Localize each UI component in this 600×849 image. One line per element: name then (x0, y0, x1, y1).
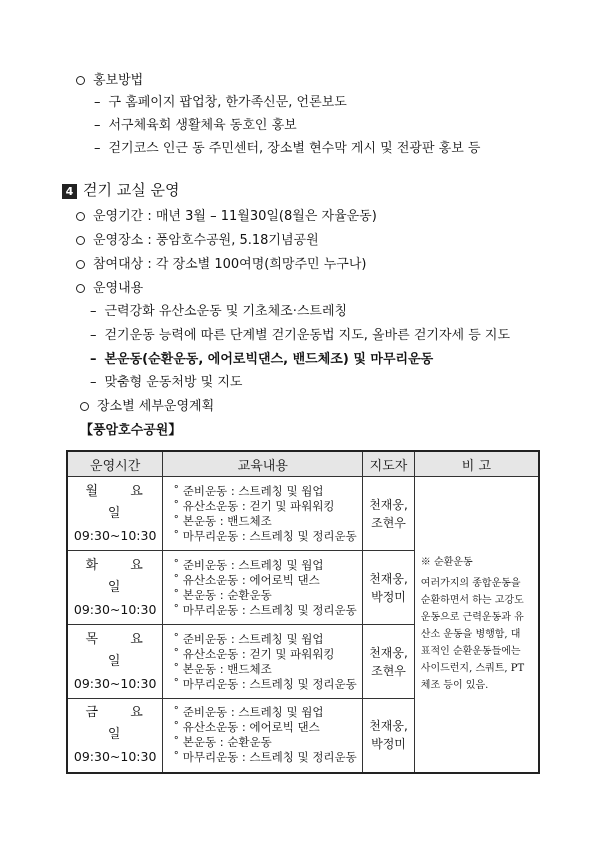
instructor-cell: 천재웅, 박정미 (363, 699, 415, 773)
content-cell: ˚ 준비운동 : 스트레칭 및 웜업 ˚ 유산소운동 : 걷기 및 파워워킹 ˚ 본운동 : 밴드체조 ˚ 마무리운동 : 스트레칭 및 정리운동 (163, 477, 363, 551)
table-title: 【풍암호수공원】 (80, 423, 182, 438)
content-cell: ˚ 준비운동 : 스트레칭 및 웜업 ˚ 유산소운동 : 에어로빅 댄스 ˚ 본운동 : 순환운동 ˚ 마무리운동 : 스트레칭 및 정리운동 (163, 699, 363, 773)
header-instructor: 지도자 (363, 451, 415, 477)
circle-bullet-icon (76, 284, 85, 293)
day-cell: 월 요 일 09:30~10:30 (67, 477, 163, 551)
info-content-heading: 운영내용 (76, 280, 143, 298)
info-place: 운영장소 : 풍암호수공원, 5.18기념공원 (76, 232, 319, 250)
schedule-table (66, 450, 540, 774)
instructor-cell: 천재웅, 조현우 (363, 625, 415, 699)
circle-bullet-icon (76, 212, 85, 221)
circle-bullet-icon (76, 236, 85, 245)
circle-bullet-icon (76, 76, 85, 85)
day-cell: 금 요 일 09:30~10:30 (67, 699, 163, 773)
content-item-emphasis: – 본운동(순환운동, 에어로빅댄스, 밴드체조) 및 마무리운동 (90, 352, 434, 367)
content-item: – 맞춤형 운동처방 및 지도 (90, 375, 243, 390)
header-content: 교육내용 (163, 451, 363, 477)
table-header-row (67, 451, 539, 477)
table-row (67, 477, 539, 551)
promotion-item: – 걷기코스 인근 동 주민센터, 장소별 현수막 게시 및 전광판 홍보 등 (94, 141, 481, 156)
section-heading: 4 걷기 교실 운영 (62, 181, 179, 199)
content-cell: ˚ 준비운동 : 스트레칭 및 웜업 ˚ 유산소운동 : 에어로빅 댄스 ˚ 본운동 : 순환운동 ˚ 마무리운동 : 스트레칭 및 정리운동 (163, 551, 363, 625)
promotion-heading: 홍보방법 (76, 72, 143, 90)
header-time: 운영시간 (67, 451, 163, 477)
circle-bullet-icon (76, 260, 85, 269)
day-cell: 화 요 일 09:30~10:30 (67, 551, 163, 625)
info-period: 운영기간 : 매년 3월 – 11월30일(8월은 자율운동) (76, 208, 377, 226)
instructor-cell: 천재웅, 박정미 (363, 551, 415, 625)
instructor-cell: 천재웅, 조현우 (363, 477, 415, 551)
content-item: – 근력강화 유산소운동 및 기초체조·스트레칭 (90, 304, 348, 319)
day-cell: 목 요 일 09:30~10:30 (67, 625, 163, 699)
info-target: 참여대상 : 각 장소별 100여명(희망주민 누구나) (76, 256, 366, 274)
note-cell: ※ 순환운동 여러가지의 종합운동을 순환하면서 하는 고강도 운동으로 근력운동과 유 산소 운동을 병행함, 대 표적인 순환운동들에는 사이드런지, 스쿼트, PT 체조 등이 있음. (414, 477, 539, 773)
promotion-item: – 구 홈페이지 팝업창, 한가족신문, 언론보도 (94, 95, 347, 110)
content-cell: ˚ 준비운동 : 스트레칭 및 웜업 ˚ 유산소운동 : 걷기 및 파워워킹 ˚ 본운동 : 밴드체조 ˚ 마무리운동 : 스트레칭 및 정리운동 (163, 625, 363, 699)
promotion-item: – 서구체육회 생활체육 동호인 홍보 (94, 118, 297, 133)
circle-bullet-icon (80, 402, 89, 411)
plan-heading: 장소별 세부운영계획 (80, 398, 214, 416)
section-number-badge: 4 (62, 184, 77, 199)
content-item: – 걷기운동 능력에 따른 단계별 걷기운동법 지도, 올바른 걷기자세 등 지도 (90, 328, 511, 343)
header-note: 비 고 (414, 451, 539, 477)
